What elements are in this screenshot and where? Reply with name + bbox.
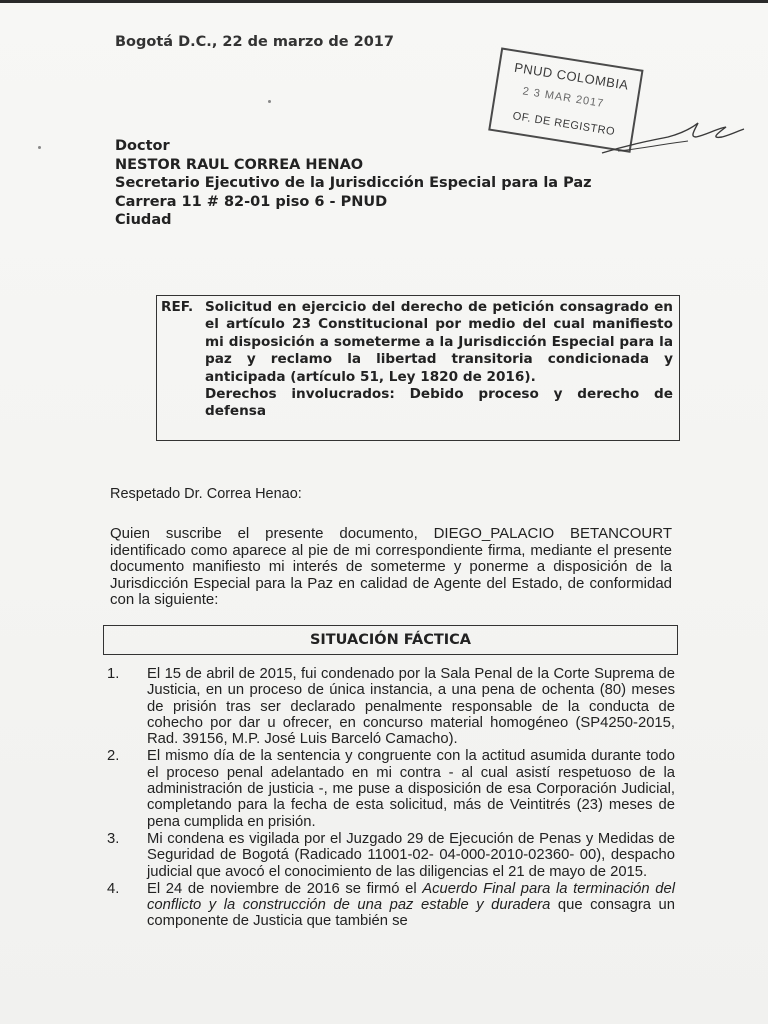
recipient-city: Ciudad — [115, 212, 172, 228]
recipient-name: NESTOR RAUL CORREA HENAO — [115, 156, 364, 173]
item-text: El 15 de abril de 2015, fui condenado por la Sala Penal de la Corte Suprema de Justicia, en un proceso de única instancia, a una pena de ochenta (80) meses de prisión tras ser declarado penalmente responsable de la conducta de cohecho por dar u ofrecer, en concurso material homogéneo (SP4250-2015, Rad. 39156, M.P. José Luis Barceló Camacho). — [147, 666, 675, 748]
stamp-org: PNUD COLOMBIA — [513, 59, 630, 93]
list-item — [103, 666, 675, 747]
section-title-box — [103, 625, 678, 655]
reference-text: Solicitud en ejercicio del derecho de petición consagrado en el artículo 23 Constitucional por medio del cual manifiesto mi disposición a someterme a la Jurisdicción Especial para la paz y reclamo la libertad transitoria condicionada y anticipada (artículo 51, Ley 1820 de 2016). — [205, 299, 673, 385]
list-item — [103, 748, 675, 829]
reference-body — [205, 299, 673, 421]
facts-list — [103, 666, 675, 931]
item-text-end: que consagra un componente de Justicia que también se — [147, 897, 675, 930]
item-number: 4. — [107, 880, 120, 897]
date-line: Bogotá D.C., 22 de marzo de 2017 — [115, 34, 394, 50]
item-number: 2. — [107, 748, 120, 765]
salutation: Respetado Dr. Correa Henao: — [110, 486, 302, 502]
scan-speck — [38, 146, 41, 149]
reference-label: REF. — [161, 299, 194, 315]
item-text — [147, 881, 675, 930]
section-title: SITUACIÓN FÁCTICA — [309, 632, 472, 648]
scan-edge-line — [0, 0, 768, 3]
item-number: 1. — [107, 666, 120, 682]
reference-rights: Derechos involucrados: Debido proceso y derecho de defensa — [205, 386, 673, 420]
list-item — [103, 831, 675, 880]
stamp-date: 2 3 MAR 2017 — [521, 85, 605, 111]
reference-box — [156, 295, 680, 441]
item-text-italic: Acuerdo Final para la terminación del conflicto y la construcción de una paz estable y duradera — [147, 880, 676, 914]
item-text: Mi condena es vigilada por el Juzgado 29 de Ejecución de Penas y Medidas de Seguridad de Bogotá (Radicado 11001-02- 04-000-2010-02360- 00), despacho judicial que avocó el conocimiento de las diligencias el 21 de mayo de 2015. — [147, 830, 675, 880]
item-number: 3. — [107, 830, 120, 847]
scan-speck — [268, 100, 271, 103]
recipient-address: Carrera 11 # 82-01 piso 6 - PNUD — [115, 193, 388, 210]
stamp-office: OF. DE REGISTRO — [511, 110, 616, 139]
item-text: El mismo día de la sentencia y congruente con la actitud asumida durante todo el proceso penal adelantado en mi contra - al cual asistí respetuoso de la administración de justicia -, me puse a disposición de esa Corporación Judicial, completando para la fecha de esta solicitud, más de Veintitrés (23) meses de pena cumplida en prisión. — [147, 748, 675, 830]
handwritten-signature — [598, 115, 748, 165]
item-text-start: El 24 de noviembre de 2016 se firmó el — [147, 880, 423, 897]
list-item — [103, 881, 675, 930]
recipient-position: Secretario Ejecutivo de la Jurisdicción Especial para la Paz — [115, 175, 592, 191]
recipient-title: Doctor — [115, 138, 170, 154]
intro-paragraph: Quien suscribe el presente documento, DIEGO_PALACIO BETANCOURT identificado como aparece al pie de mi correspondiente firma, mediante el presente documento manifiesto mi interés de someterme y ponerme a disposición de la Jurisdicción Especial para la Paz en calidad de Agente del Estado, de conformidad con la siguiente: — [110, 525, 672, 609]
reference-row — [161, 299, 673, 421]
recipient-block — [115, 137, 592, 230]
